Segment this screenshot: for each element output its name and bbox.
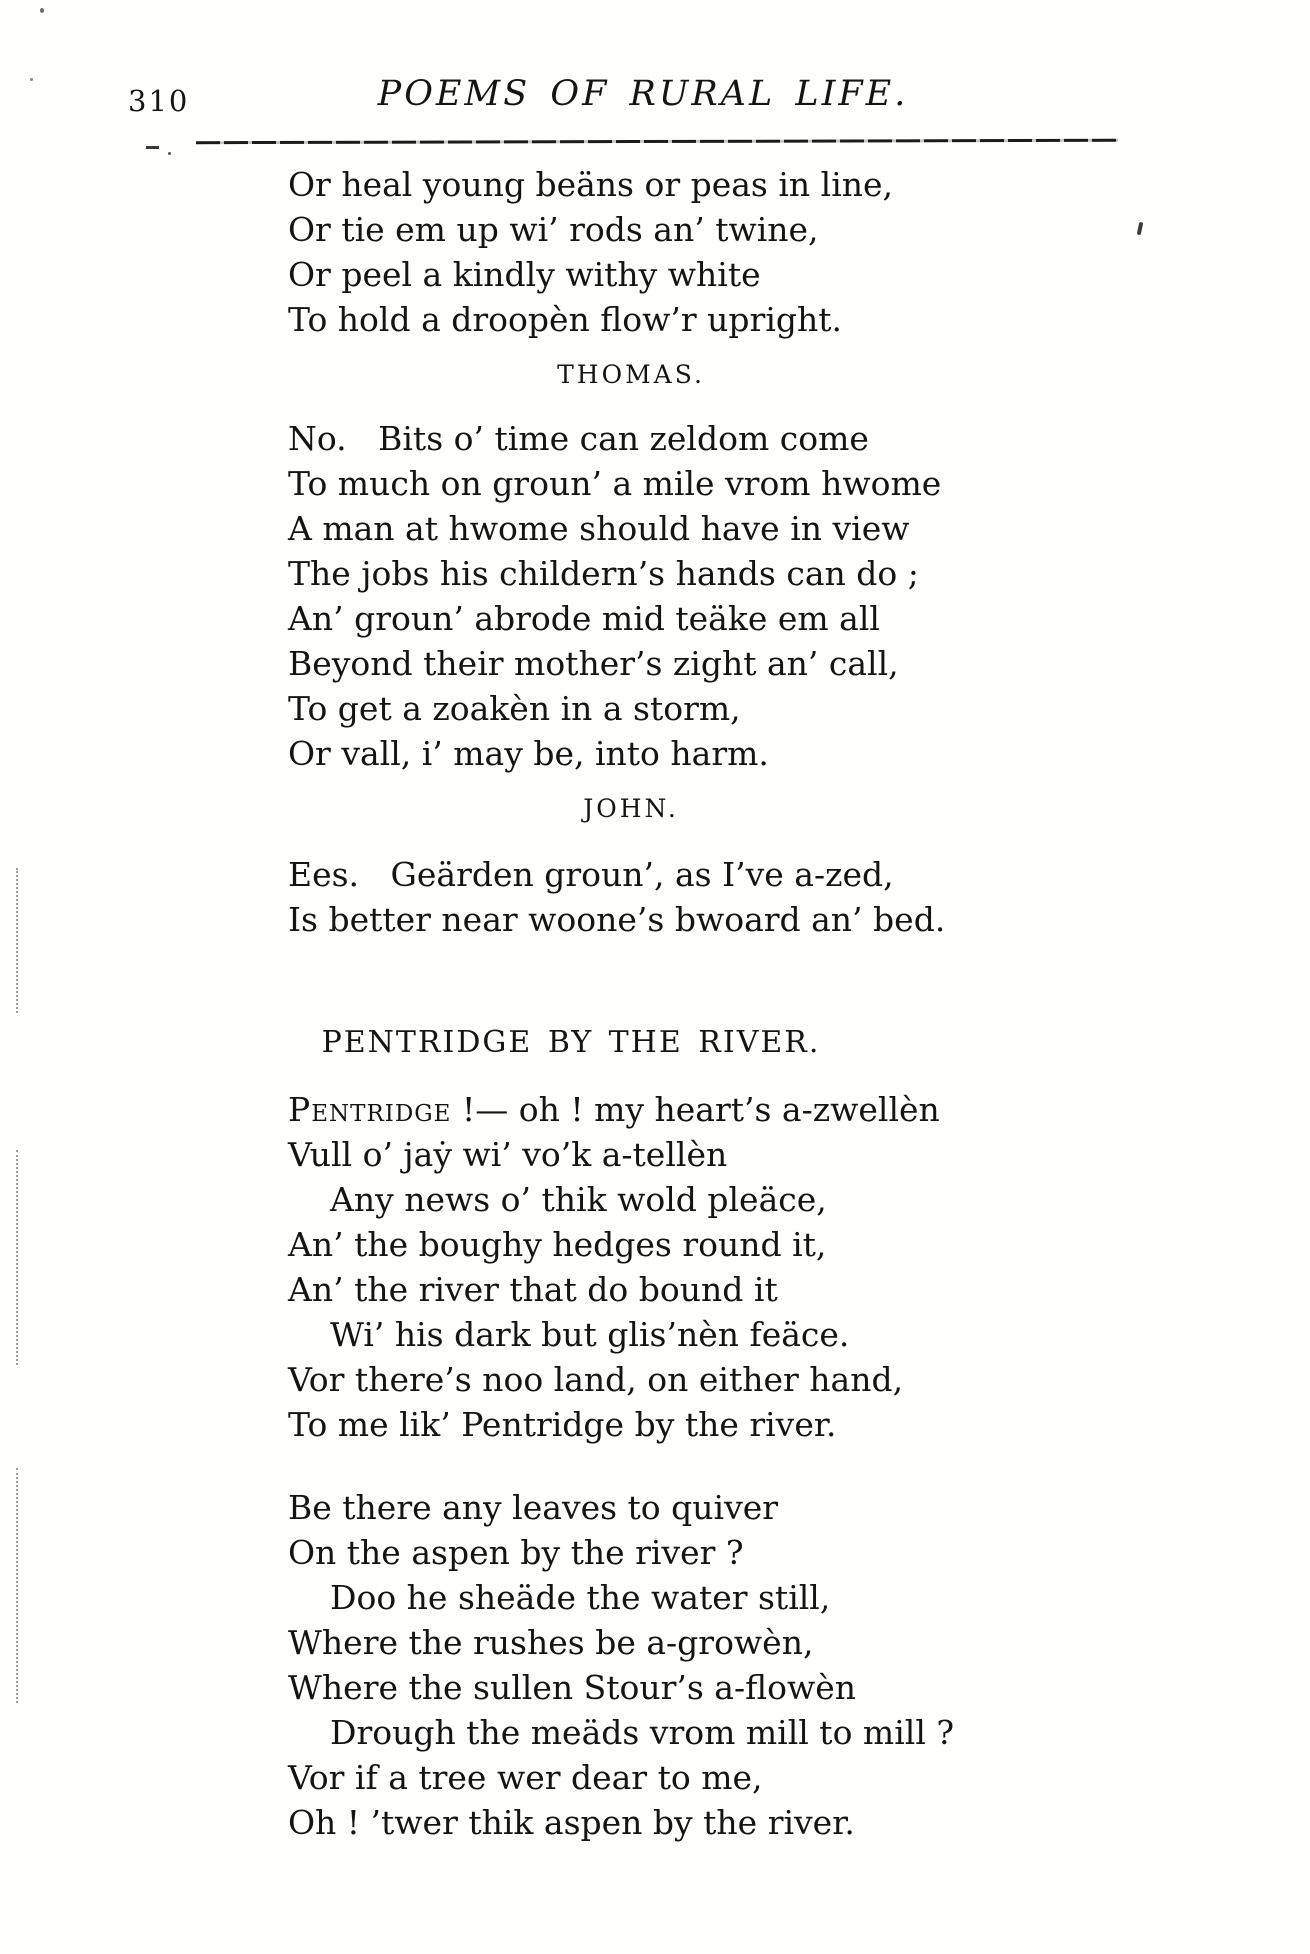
poem-line: Any news o’ thik wold pleäce, [330, 1180, 827, 1219]
poem-line: Drough the meäds vrom mill to mill ? [330, 1713, 955, 1752]
poem-line: Or peel a kindly withy white [288, 255, 761, 294]
lead-word: Pentridge [288, 1090, 452, 1129]
scan-artifact-dash [146, 146, 159, 149]
poem-line: Vor if a tree wer dear to me, [288, 1758, 763, 1797]
speaker-label-john: JOHN. [583, 794, 679, 823]
poem-line: An’ the river that do bound it [288, 1270, 778, 1309]
poem-line: Or vall, i’ may be, into harm. [288, 734, 769, 773]
scan-artifact-mark [1137, 222, 1144, 236]
poem-title: PENTRIDGE BY THE RIVER. [321, 1025, 821, 1060]
running-header-title: POEMS OF RURAL LIFE. [377, 74, 909, 114]
text-column [288, 162, 1014, 1845]
scan-artifact-dot [30, 78, 33, 81]
poem-line: A man at hwome should have in view [288, 509, 910, 548]
poem-line: Beyond their mother’s zight an’ call, [288, 644, 899, 683]
poem-line: Doo he sheäde the water still, [330, 1578, 831, 1617]
poem-line: Wi’ his dark but glis’nèn feäce. [330, 1315, 850, 1354]
poem-line: Vull o’ jaẏ wi’ vo’k a-tellèn [288, 1135, 728, 1174]
scan-artifact-dot [168, 152, 171, 155]
dialogue-stanza-c [288, 852, 1014, 942]
scan-artifact-edge-dots [16, 1468, 18, 1703]
poem-line: To hold a droopèn flow’r upright. [288, 300, 843, 339]
scan-artifact-dot [40, 8, 44, 13]
poem-line: Or tie em up wi’ rods an’ twine, [288, 210, 819, 249]
dialogue-stanza-a [288, 162, 1014, 342]
speaker-label-thomas: THOMAS. [557, 360, 705, 389]
poem-line: To get a zoakèn in a storm, [288, 689, 741, 728]
poem-line: An’ groun’ abrode mid teäke em all [288, 599, 880, 638]
poem-line: No. Bits o’ time can zeldom come [288, 419, 869, 458]
poem-line: Vor there’s noo land, on either hand, [288, 1360, 904, 1399]
poem-line: To me lik’ Pentridge by the river. [288, 1405, 837, 1444]
poem-stanza-1 [288, 1087, 1014, 1447]
scan-artifact-edge-dots [16, 868, 18, 1013]
scan-artifact-edge-dots [16, 1150, 18, 1365]
poem-line: On the aspen by the river ? [288, 1533, 744, 1572]
page-number: 310 [128, 84, 190, 118]
header-rule [196, 139, 1118, 144]
lead-rest: !— oh ! my heart’s a-zwellèn [451, 1090, 940, 1129]
poem-line: Ees. Geärden groun’, as I’ve a-zed, [288, 855, 894, 894]
dialogue-stanza-b [288, 416, 1014, 776]
poem-line: Where the rushes be a-growèn, [288, 1623, 814, 1662]
poem-line: The jobs his childern’s hands can do ; [288, 554, 919, 593]
poem-line: Be there any leaves to quiver [288, 1488, 779, 1527]
poem-line: Oh ! ’twer thik aspen by the river. [288, 1803, 855, 1842]
poem-line-lead [288, 1087, 1014, 1132]
poem-stanza-2 [288, 1485, 1014, 1845]
poem-line: Where the sullen Stour’s a-flowèn [288, 1668, 857, 1707]
poem-line: Or heal young beäns or peas in line, [288, 165, 894, 204]
poem-line: An’ the boughy hedges round it, [288, 1225, 827, 1264]
poem-line: To much on groun’ a mile vrom hwome [288, 464, 942, 503]
poem-line: Is better near woone’s bwoard an’ bed. [288, 900, 946, 939]
